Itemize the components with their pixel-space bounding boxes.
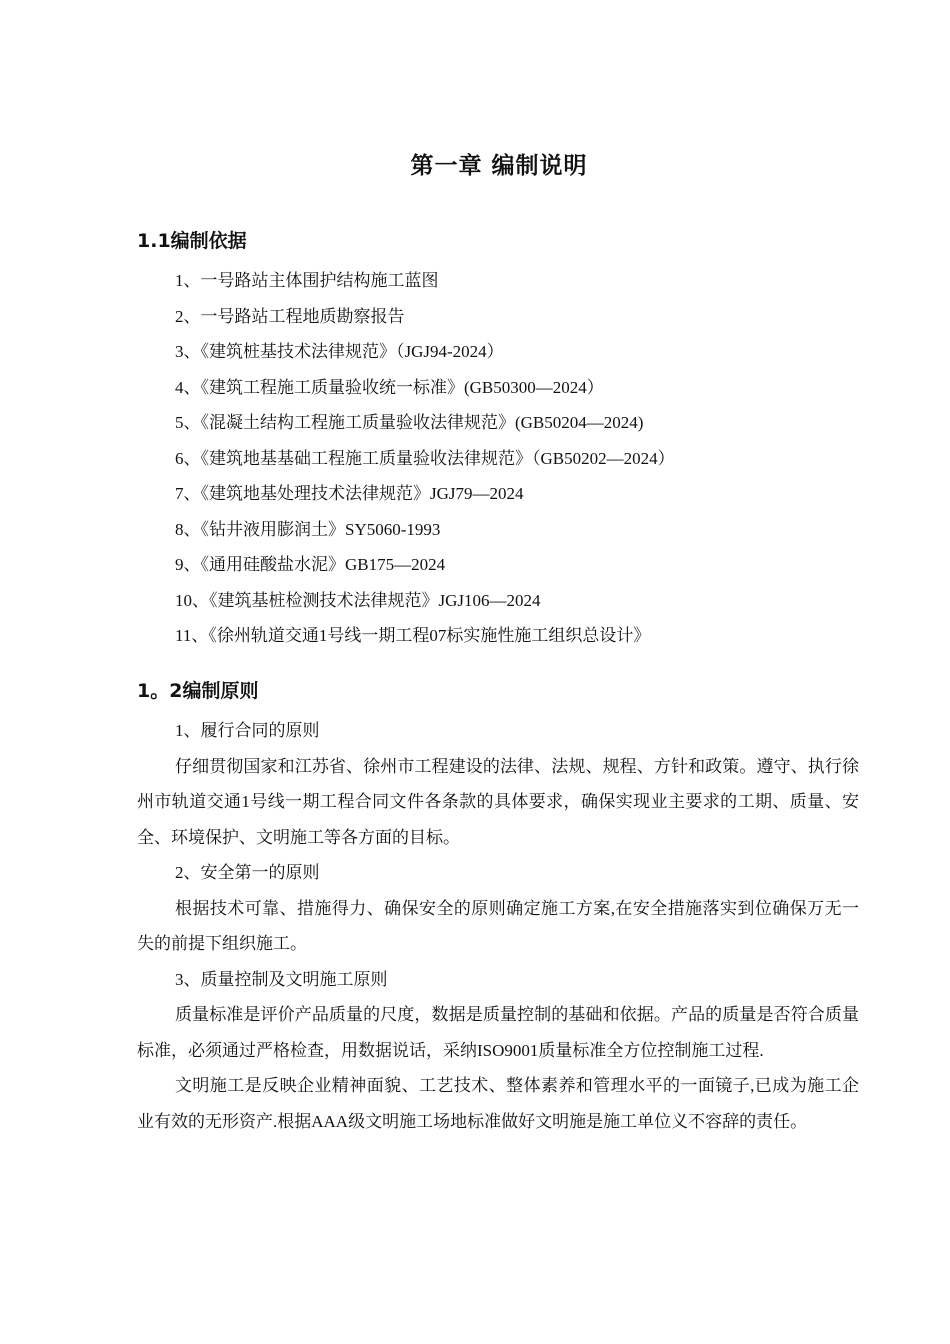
list-item: 1、一号路站主体围护结构施工蓝图 (175, 271, 439, 290)
principle-contract-text: 仔细贯彻国家和江苏省、徐州市工程建设的法律、法规、规程、方针和政策。遵守、执行徐州市轨道交通1号线一期工程合同文件各条款的具体要求，确保实现业主要求的工期、质量、安全、环境保护、文明施工等各方面的目标。 (137, 756, 859, 847)
list-item: 9、《通用硅酸盐水泥》GB175—2024 (175, 555, 446, 574)
list-item: 4、《建筑工程施工质量验收统一标准》(GB50300—2024） (175, 377, 604, 397)
list-item: 2、一号路站工程地质勘察报告 (175, 306, 405, 326)
principles-body (137, 713, 859, 1139)
principle-civilized-text: 文明施工是反映企业精神面貌、工艺技术、整体素养和管理水平的一面镜子,已成为施工企业有效的无形资产.根据AAA级文明施工场地标准做好文明施是施工单位义不容辞的责任。 (137, 1076, 859, 1131)
principle-safety-text: 根据技术可靠、措施得力、确保安全的原则确定施工方案,在安全措施落实到位确保万无一失的前提下组织施工。 (137, 898, 859, 953)
chapter-title: 第一章 编制说明 (410, 153, 588, 179)
list-item: 6、《建筑地基基础工程施工质量验收法律规范》（GB50202—2024） (175, 448, 675, 468)
principle-quality-title: 3、质量控制及文明施工原则 (175, 969, 388, 989)
list-item: 5、《混凝土结构工程施工质量验收法律规范》(GB50204—2024) (175, 413, 644, 432)
list-item: 11、《徐州轨道交通1号线一期工程07标实施性施工组织总设计》 (175, 626, 651, 645)
principle-quality-text: 质量标准是评价产品质量的尺度，数据是质量控制的基础和依据。产品的质量是否符合质量标准，必须通过严格检查，用数据说话，采纳ISO9001质量标准全方位控制施工过程. (137, 1005, 859, 1060)
reference-list (175, 268, 675, 659)
list-item: 7、《建筑地基处理技术法律规范》JGJ79—2024 (175, 484, 524, 503)
list-item: 3、《建筑桩基技术法律规范》（JGJ94-2024） (175, 342, 504, 361)
section-heading-basis: 1.1编制依据 (137, 230, 247, 252)
list-item: 8、《钻井液用膨润土》SY5060-1993 (175, 519, 441, 539)
principle-safety-title: 2、安全第一的原则 (175, 863, 320, 882)
section-heading-principles: 1。2编制原则 (137, 680, 259, 702)
list-item: 10、《建筑基桩检测技术法律规范》JGJ106—2024 (175, 590, 541, 610)
principle-contract-title: 1、履行合同的原则 (175, 721, 320, 740)
